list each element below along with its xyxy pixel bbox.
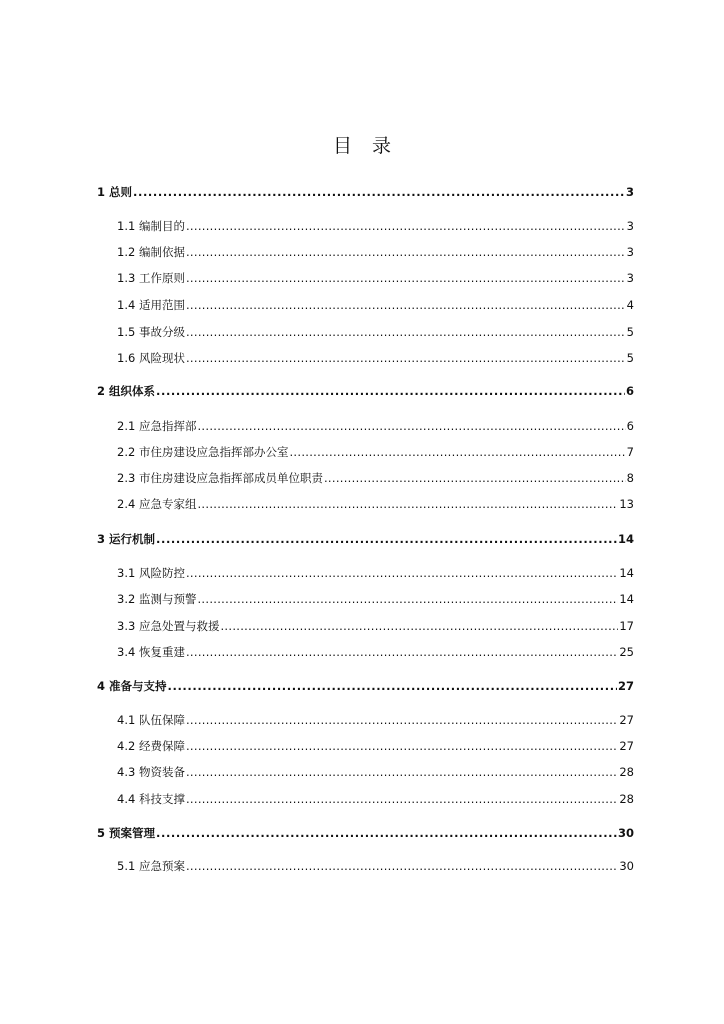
toc-dot-leader [186,270,626,286]
toc-dot-leader [324,470,626,486]
toc-section-entry[interactable] [97,825,634,841]
toc-dot-leader [156,531,617,547]
toc-entry-label: 4.1 队伍保障 [117,713,185,727]
toc-page-number: 27 [619,739,634,753]
toc-entry-label: 3 运行机制 [97,532,156,546]
toc-page-number: 8 [626,471,634,485]
toc-subsection-entry[interactable] [117,791,634,807]
toc-page-number: 5 [626,351,634,365]
toc-page-number: 3 [625,185,634,199]
toc-dot-leader [197,418,625,434]
toc-subsection-entry[interactable] [117,218,634,234]
toc-subsection-entry[interactable] [117,738,634,754]
toc-subsection-entry[interactable] [117,470,634,486]
toc-entry-label: 1.2 编制依据 [117,245,185,259]
toc-subsection-entry[interactable] [117,712,634,728]
toc-dot-leader [156,825,617,841]
toc-entry-label: 5.1 应急预案 [117,859,185,873]
toc-entry-label: 2 组织体系 [97,384,156,398]
toc-subsection-entry[interactable] [117,858,634,874]
toc-dot-leader [289,444,625,460]
toc-page-number: 14 [617,532,634,546]
toc-page-number: 30 [617,826,634,840]
toc-dot-leader [197,496,618,512]
toc-page-number: 28 [619,792,634,806]
toc-subsection-entry[interactable] [117,618,634,634]
toc-entry-label: 4.4 科技支撑 [117,792,185,806]
toc-section-entry[interactable] [97,184,634,200]
toc-entry-label: 5 预案管理 [97,826,156,840]
toc-page-number: 3 [626,271,634,285]
toc-page-number: 27 [619,713,634,727]
toc-page-number: 7 [626,445,634,459]
toc-entry-label: 2.1 应急指挥部 [117,419,197,433]
toc-dot-leader [186,764,618,780]
toc-dot-leader [186,324,626,340]
toc-entry-label: 3.2 监测与预警 [117,592,197,606]
toc-entry-label: 3.3 应急处置与救援 [117,619,220,633]
toc-dot-leader [186,858,618,874]
toc-entry-label: 4 准备与支持 [97,679,167,693]
toc-entry-label: 2.3 市住房建设应急指挥部成员单位职责 [117,471,323,485]
toc-subsection-entry[interactable] [117,270,634,286]
toc-entry-label: 3.1 风险防控 [117,566,185,580]
toc-dot-leader [133,184,625,200]
toc-entry-label: 1.4 适用范围 [117,298,185,312]
toc-entry-label: 1 总则 [97,185,133,199]
toc-dot-leader [186,712,618,728]
toc-dot-leader [186,644,618,660]
toc-subsection-entry[interactable] [117,591,634,607]
toc-entry-label: 1.3 工作原则 [117,271,185,285]
toc-dot-leader [186,244,626,260]
toc-dot-leader [186,218,626,234]
toc-subsection-entry[interactable] [117,644,634,660]
toc-section-entry[interactable] [97,383,634,399]
toc-subsection-entry[interactable] [117,565,634,581]
toc-page-number: 5 [626,325,634,339]
toc-page-number: 14 [619,592,634,606]
toc-page-number: 6 [625,384,634,398]
toc-page-number: 30 [619,859,634,873]
toc-entry-label: 3.4 恢复重建 [117,645,185,659]
toc-dot-leader [186,738,618,754]
toc-entry-label: 2.4 应急专家组 [117,497,197,511]
toc-page-number: 14 [619,566,634,580]
toc-title: 目 录 [332,135,399,157]
toc-dot-leader [186,297,626,313]
toc-dot-leader [168,678,617,694]
toc-subsection-entry[interactable] [117,297,634,313]
toc-page-number: 17 [619,619,634,633]
toc-entry-label: 4.3 物资装备 [117,765,185,779]
toc-entry-label: 1.1 编制目的 [117,219,185,233]
toc-page-number: 6 [626,419,634,433]
toc-section-entry[interactable] [97,678,634,694]
toc-subsection-entry[interactable] [117,496,634,512]
toc-subsection-entry[interactable] [117,350,634,366]
toc-page-number: 4 [626,298,634,312]
toc-dot-leader [220,618,618,634]
toc-page-number: 13 [619,497,634,511]
toc-subsection-entry[interactable] [117,764,634,780]
toc-dot-leader [186,350,626,366]
toc-page-number: 3 [626,245,634,259]
toc-dot-leader [156,383,625,399]
toc-entry-label: 1.6 风险现状 [117,351,185,365]
toc-page-number: 27 [617,679,634,693]
toc-dot-leader [197,591,618,607]
toc-entry-label: 4.2 经费保障 [117,739,185,753]
toc-dot-leader [186,791,618,807]
toc-dot-leader [186,565,618,581]
toc-subsection-entry[interactable] [117,244,634,260]
toc-page-number: 3 [626,219,634,233]
toc-entry-label: 2.2 市住房建设应急指挥部办公室 [117,445,289,459]
toc-page-number: 25 [619,645,634,659]
toc-page-number: 28 [619,765,634,779]
toc-section-entry[interactable] [97,531,634,547]
toc-subsection-entry[interactable] [117,324,634,340]
toc-subsection-entry[interactable] [117,444,634,460]
toc-subsection-entry[interactable] [117,418,634,434]
toc-entry-label: 1.5 事故分级 [117,325,185,339]
